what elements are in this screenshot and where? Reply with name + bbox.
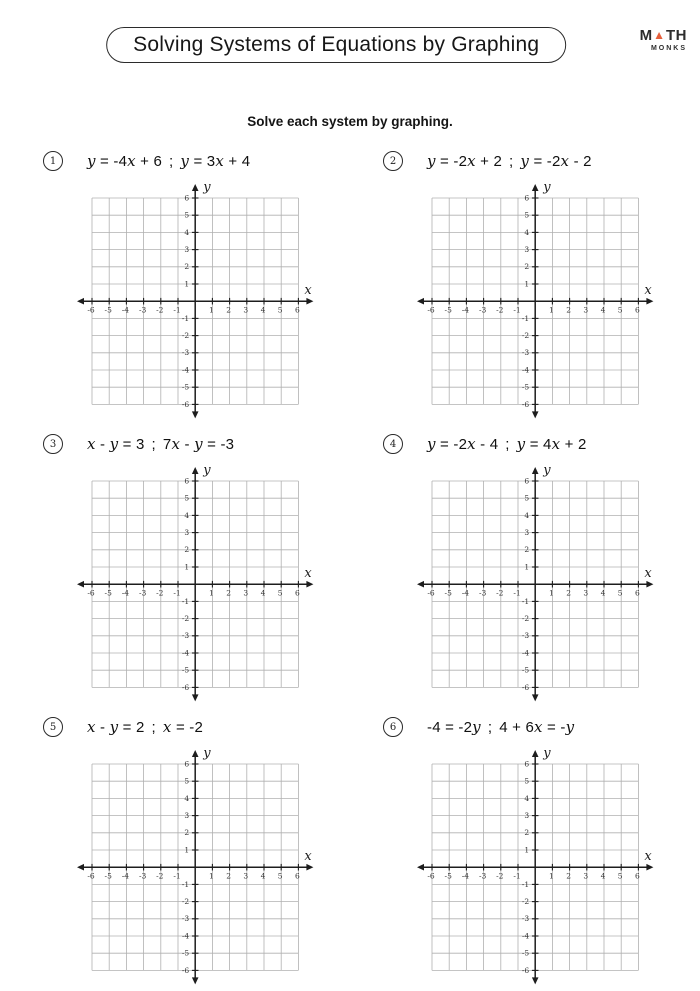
svg-text:6: 6 bbox=[635, 588, 640, 598]
svg-text:5: 5 bbox=[617, 588, 623, 598]
problem-block-3 bbox=[30, 428, 370, 711]
svg-text:-6: -6 bbox=[427, 871, 435, 881]
svg-text:-1: -1 bbox=[521, 313, 530, 323]
svg-text:5: 5 bbox=[524, 210, 530, 220]
svg-text:x: x bbox=[644, 283, 652, 299]
svg-text:-5: -5 bbox=[444, 305, 452, 315]
coordinate-grid bbox=[76, 180, 316, 420]
equation-1: y = -2x - 4 bbox=[427, 435, 499, 453]
svg-text:3: 3 bbox=[524, 245, 530, 254]
svg-text:4: 4 bbox=[600, 305, 606, 315]
svg-text:3: 3 bbox=[524, 528, 530, 537]
svg-text:x: x bbox=[644, 566, 652, 582]
equation-1: y = -2x + 2 bbox=[427, 152, 503, 170]
svg-text:-4: -4 bbox=[461, 588, 470, 598]
equation-2: y = 4x + 2 bbox=[516, 435, 587, 453]
page-title: Solving Systems of Equations by Graphing bbox=[106, 27, 566, 63]
svg-text:-2: -2 bbox=[521, 331, 530, 340]
svg-text:-5: -5 bbox=[181, 948, 190, 958]
svg-text:-1: -1 bbox=[513, 588, 521, 598]
svg-text:3: 3 bbox=[243, 588, 249, 598]
problem-number-badge: 3 bbox=[43, 434, 63, 454]
problem-number-badge: 5 bbox=[43, 717, 63, 737]
problem-block-1 bbox=[30, 145, 370, 428]
equation-2: x = -2 bbox=[162, 718, 204, 736]
svg-text:-2: -2 bbox=[496, 305, 504, 315]
svg-text:4: 4 bbox=[524, 793, 530, 803]
svg-text:y: y bbox=[203, 463, 211, 478]
svg-text:-3: -3 bbox=[521, 348, 530, 358]
svg-text:-4: -4 bbox=[461, 305, 470, 315]
equation-1: y = -4x + 6 bbox=[87, 152, 163, 170]
svg-text:2: 2 bbox=[566, 305, 571, 315]
svg-text:-5: -5 bbox=[104, 871, 112, 881]
problem-block-2 bbox=[370, 145, 700, 428]
svg-text:3: 3 bbox=[583, 588, 589, 598]
svg-text:-4: -4 bbox=[121, 871, 130, 881]
svg-text:-2: -2 bbox=[181, 897, 190, 906]
logo-subtext: MONKS bbox=[650, 45, 687, 52]
svg-text:4: 4 bbox=[184, 510, 190, 520]
svg-text:-3: -3 bbox=[181, 348, 190, 358]
equation-separator: ; bbox=[151, 436, 156, 453]
equation-2: y = -2x - 2 bbox=[520, 152, 592, 170]
svg-text:4: 4 bbox=[524, 510, 530, 520]
svg-text:-1: -1 bbox=[181, 596, 190, 606]
svg-text:3: 3 bbox=[524, 811, 530, 820]
svg-text:1: 1 bbox=[184, 562, 190, 572]
svg-text:-3: -3 bbox=[138, 305, 147, 315]
svg-text:-6: -6 bbox=[521, 399, 530, 409]
svg-text:-1: -1 bbox=[513, 871, 521, 881]
equation-2: y = 3x + 4 bbox=[180, 152, 251, 170]
svg-text:-1: -1 bbox=[173, 871, 181, 881]
svg-text:6: 6 bbox=[184, 193, 190, 203]
logo-letters-th: TH bbox=[666, 27, 687, 44]
svg-text:-2: -2 bbox=[521, 614, 530, 623]
svg-text:5: 5 bbox=[524, 493, 530, 503]
equation-separator: ; bbox=[151, 719, 156, 736]
svg-text:5: 5 bbox=[277, 305, 283, 315]
svg-text:3: 3 bbox=[243, 305, 249, 315]
svg-text:-2: -2 bbox=[156, 871, 164, 881]
svg-text:x: x bbox=[304, 566, 312, 582]
equation-1: x - y = 2 bbox=[87, 718, 145, 736]
svg-text:x: x bbox=[644, 849, 652, 865]
svg-text:5: 5 bbox=[277, 588, 283, 598]
svg-text:-6: -6 bbox=[181, 682, 190, 692]
problem-header bbox=[43, 434, 370, 454]
svg-text:-4: -4 bbox=[521, 648, 530, 658]
svg-text:6: 6 bbox=[524, 759, 530, 769]
system-equations bbox=[427, 152, 592, 170]
svg-text:-5: -5 bbox=[104, 588, 112, 598]
svg-text:-5: -5 bbox=[521, 948, 530, 958]
svg-text:1: 1 bbox=[549, 588, 554, 598]
svg-text:6: 6 bbox=[184, 476, 190, 486]
svg-text:-3: -3 bbox=[181, 914, 190, 924]
svg-text:-1: -1 bbox=[521, 596, 530, 606]
equation-separator: ; bbox=[509, 153, 514, 170]
instructions-text: Solve each system by graphing. bbox=[247, 114, 453, 129]
svg-text:-2: -2 bbox=[156, 305, 164, 315]
svg-text:-6: -6 bbox=[181, 965, 190, 975]
svg-text:5: 5 bbox=[184, 776, 190, 786]
logo-letter-m: M bbox=[639, 27, 653, 44]
equation-1: x - y = 3 bbox=[87, 435, 145, 453]
svg-text:4: 4 bbox=[524, 227, 530, 237]
svg-text:2: 2 bbox=[184, 828, 190, 838]
problem-header bbox=[383, 717, 700, 737]
svg-text:-1: -1 bbox=[521, 879, 530, 889]
svg-text:2: 2 bbox=[226, 871, 231, 881]
system-equations bbox=[427, 718, 574, 736]
svg-text:-3: -3 bbox=[138, 871, 147, 881]
svg-text:-5: -5 bbox=[444, 588, 452, 598]
svg-text:-6: -6 bbox=[181, 399, 190, 409]
logo-triangle-icon: ▲ bbox=[653, 27, 666, 42]
svg-text:1: 1 bbox=[209, 588, 214, 598]
svg-text:5: 5 bbox=[617, 871, 623, 881]
svg-text:-5: -5 bbox=[104, 305, 112, 315]
svg-text:y: y bbox=[203, 746, 211, 761]
svg-text:3: 3 bbox=[184, 528, 190, 537]
coordinate-grid bbox=[76, 463, 316, 703]
coordinate-grid bbox=[416, 746, 656, 986]
svg-text:x: x bbox=[304, 849, 312, 865]
svg-text:3: 3 bbox=[243, 871, 249, 881]
svg-text:5: 5 bbox=[184, 493, 190, 503]
svg-text:6: 6 bbox=[295, 871, 300, 881]
svg-text:5: 5 bbox=[524, 776, 530, 786]
svg-text:5: 5 bbox=[277, 871, 283, 881]
svg-text:4: 4 bbox=[184, 227, 190, 237]
svg-text:-1: -1 bbox=[173, 588, 181, 598]
svg-text:-5: -5 bbox=[521, 665, 530, 675]
svg-text:4: 4 bbox=[260, 871, 266, 881]
svg-text:1: 1 bbox=[184, 279, 190, 289]
svg-text:2: 2 bbox=[524, 545, 530, 555]
svg-text:x: x bbox=[304, 283, 312, 299]
svg-text:-5: -5 bbox=[181, 665, 190, 675]
svg-text:6: 6 bbox=[295, 305, 300, 315]
svg-text:-5: -5 bbox=[181, 382, 190, 392]
svg-text:2: 2 bbox=[184, 545, 190, 555]
svg-text:-6: -6 bbox=[87, 871, 95, 881]
svg-text:1: 1 bbox=[549, 871, 554, 881]
svg-text:-2: -2 bbox=[521, 897, 530, 906]
svg-text:6: 6 bbox=[635, 305, 640, 315]
problem-number-badge: 4 bbox=[383, 434, 403, 454]
svg-text:-3: -3 bbox=[521, 914, 530, 924]
svg-text:-3: -3 bbox=[138, 588, 147, 598]
svg-text:2: 2 bbox=[566, 871, 571, 881]
problem-number-badge: 6 bbox=[383, 717, 403, 737]
svg-text:-1: -1 bbox=[181, 313, 190, 323]
svg-text:2: 2 bbox=[226, 305, 231, 315]
svg-text:-4: -4 bbox=[181, 365, 190, 375]
svg-text:-5: -5 bbox=[444, 871, 452, 881]
svg-text:6: 6 bbox=[524, 476, 530, 486]
svg-text:-6: -6 bbox=[521, 965, 530, 975]
svg-text:-2: -2 bbox=[156, 588, 164, 598]
logo-wordmark bbox=[640, 28, 687, 43]
svg-text:2: 2 bbox=[184, 262, 190, 272]
coordinate-grid bbox=[76, 746, 316, 986]
problem-number-badge: 1 bbox=[43, 151, 63, 171]
problem-block-6 bbox=[370, 711, 700, 991]
svg-text:1: 1 bbox=[184, 845, 190, 855]
problems-grid bbox=[0, 145, 700, 991]
svg-text:6: 6 bbox=[184, 759, 190, 769]
svg-text:3: 3 bbox=[583, 871, 589, 881]
svg-text:y: y bbox=[543, 463, 551, 478]
equation-2: 4 + 6x = -y bbox=[499, 718, 575, 736]
svg-text:y: y bbox=[543, 180, 551, 195]
svg-text:-6: -6 bbox=[87, 305, 95, 315]
system-equations bbox=[87, 435, 234, 453]
svg-text:-6: -6 bbox=[521, 682, 530, 692]
problem-block-4 bbox=[370, 428, 700, 711]
equation-separator: ; bbox=[169, 153, 174, 170]
svg-text:-3: -3 bbox=[478, 588, 487, 598]
equation-2: 7x - y = -3 bbox=[162, 435, 235, 453]
svg-text:4: 4 bbox=[260, 588, 266, 598]
svg-text:1: 1 bbox=[549, 305, 554, 315]
svg-text:-6: -6 bbox=[87, 588, 95, 598]
svg-text:-4: -4 bbox=[521, 931, 530, 941]
svg-text:y: y bbox=[543, 746, 551, 761]
svg-text:6: 6 bbox=[635, 871, 640, 881]
svg-text:2: 2 bbox=[226, 588, 231, 598]
svg-text:2: 2 bbox=[524, 262, 530, 272]
problem-block-5 bbox=[30, 711, 370, 991]
svg-text:1: 1 bbox=[524, 279, 530, 289]
svg-text:5: 5 bbox=[184, 210, 190, 220]
svg-text:4: 4 bbox=[184, 793, 190, 803]
svg-text:-4: -4 bbox=[181, 931, 190, 941]
svg-text:1: 1 bbox=[524, 845, 530, 855]
svg-text:-3: -3 bbox=[478, 871, 487, 881]
svg-text:3: 3 bbox=[184, 811, 190, 820]
svg-text:3: 3 bbox=[583, 305, 589, 315]
problem-header bbox=[43, 717, 370, 737]
svg-text:4: 4 bbox=[600, 871, 606, 881]
svg-text:-6: -6 bbox=[427, 588, 435, 598]
system-equations bbox=[427, 435, 587, 453]
problem-number-badge: 2 bbox=[383, 151, 403, 171]
problem-header bbox=[383, 151, 700, 171]
system-equations bbox=[87, 718, 203, 736]
equation-separator: ; bbox=[505, 436, 510, 453]
problem-header bbox=[43, 151, 370, 171]
coordinate-grid bbox=[416, 463, 656, 703]
svg-text:-1: -1 bbox=[513, 305, 521, 315]
svg-text:3: 3 bbox=[184, 245, 190, 254]
svg-text:2: 2 bbox=[524, 828, 530, 838]
svg-text:-4: -4 bbox=[461, 871, 470, 881]
svg-text:-3: -3 bbox=[181, 631, 190, 641]
svg-text:-2: -2 bbox=[496, 871, 504, 881]
svg-text:-4: -4 bbox=[121, 305, 130, 315]
svg-text:4: 4 bbox=[260, 305, 266, 315]
svg-text:-2: -2 bbox=[181, 614, 190, 623]
svg-text:-2: -2 bbox=[181, 331, 190, 340]
svg-text:-5: -5 bbox=[521, 382, 530, 392]
coordinate-grid bbox=[416, 180, 656, 420]
svg-text:-3: -3 bbox=[478, 305, 487, 315]
svg-text:1: 1 bbox=[524, 562, 530, 572]
svg-text:4: 4 bbox=[600, 588, 606, 598]
svg-text:y: y bbox=[203, 180, 211, 195]
svg-text:6: 6 bbox=[295, 588, 300, 598]
svg-text:-4: -4 bbox=[521, 365, 530, 375]
system-equations bbox=[87, 152, 250, 170]
svg-text:1: 1 bbox=[209, 871, 214, 881]
svg-text:5: 5 bbox=[617, 305, 623, 315]
svg-text:-4: -4 bbox=[181, 648, 190, 658]
svg-text:6: 6 bbox=[524, 193, 530, 203]
svg-text:-2: -2 bbox=[496, 588, 504, 598]
svg-text:-4: -4 bbox=[121, 588, 130, 598]
svg-text:-1: -1 bbox=[173, 305, 181, 315]
svg-text:2: 2 bbox=[566, 588, 571, 598]
equation-separator: ; bbox=[487, 719, 493, 736]
svg-text:-3: -3 bbox=[521, 631, 530, 641]
svg-text:-6: -6 bbox=[427, 305, 435, 315]
svg-text:1: 1 bbox=[209, 305, 214, 315]
equation-1: -4 = -2y bbox=[427, 718, 481, 736]
mathmonks-logo bbox=[640, 28, 687, 52]
worksheet-header bbox=[0, 0, 700, 96]
problem-header bbox=[383, 434, 700, 454]
svg-text:-1: -1 bbox=[181, 879, 190, 889]
